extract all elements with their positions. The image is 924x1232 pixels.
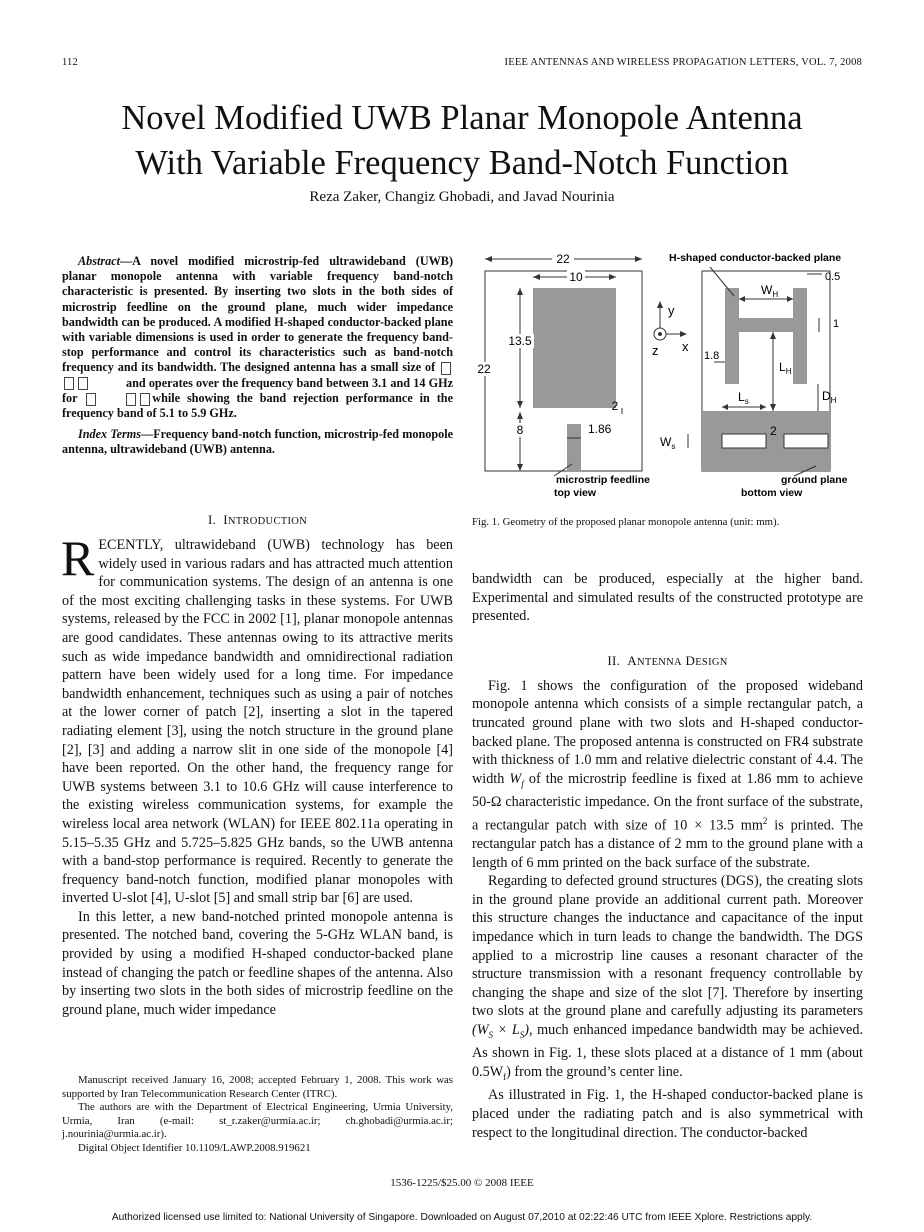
dim-height-22: 22 [477,362,491,376]
ground-slot-right [784,434,828,448]
abstract-text-3: while showing the band rejection performance in the frequency band of 5.1 to 5.9 GHz. [62,390,453,421]
title-line-2: With Variable Frequency Band-Notch Function [135,144,789,182]
antenna-geometry-diagram [472,244,864,506]
section-2-paragraph-1: Fig. 1 shows the configuration of the proposed wideband monopole antenna which consists of a simple rectangular patch, a truncated ground plane with two slots and H-shaped conductor-backed plane. The proposed antenna is constructed on FR4 substrate with thickness of 1.0 mm and relative dielectric constant of 4.4. The width $W_f$ of the microstrip feedline is fixed at 1.86 mm to achieve 50-Ω characteristic impedance. On the front surface of the substrate, a rectangular patch with size of 10 × 13.5 $mm^2$ is printed. The rectangular patch has a distance of 2 mm to the ground plane with a length of 6 mm printed on the back surface of the substrate. [472,677,864,871]
radiating-patch [533,288,616,408]
glyph-placeholder-icon [86,393,96,406]
abstract-text-2: and operates over the frequency band between 3.1 and 14 GHz for [62,375,453,405]
abstract-text-1: —A novel modified microstrip-fed ultrawideband (UWB) planar monopole antenna with variable frequency band-notch characteristic is presented. By inserting two slots in the both sides of microstrip feedline on the ground plane, much wider impedance bandwidth can be produced. A modified H-shaped conductor-backed plane with variable dimensions is used in order to generate the frequency band-stop performance and control its characteristics such as band-notch frequency and its bandwidth. The designed antenna has a small size of [62,254,453,375]
section-1-heading: I. INTRODUCTION [207,512,308,527]
label-microstrip-feedline: microstrip feedline [556,474,650,486]
dim-width-22: 22 [556,252,570,266]
section-2-paragraph-3: As illustrated in Fig. 1, the H-shaped conductor-backed plane is placed under the radiating patch and is also symmetrical with respect to the longitudinal direction. The conductor-backed [472,1087,863,1141]
footnote-1: Manuscript received January 16, 2008; accepted February 1, 2008. This work was supported by Iran Telecommunication Research Center (ITRC). [62,1074,453,1100]
section-1-paragraph-1: RECENTLY, ultrawideband (UWB) technology has been widely used in various radars and has attracted much attention for communication systems. The design of an antenna is one of the most exciting challenging tasks in these systems. For UWB systems, released by the FCC in 2002 [1], planar monopole antennas are good candidates. These antennas owing to its attractive merits such as wide impedance bandwidth and omnidirectional radiation pattern have been widely used for a long time. For impedance bandwidth enhancement, techniques such as using a pair of notches at the lower corner of patch [2], inserting a slot in the tapered radiating element [3], using the notch structure in the ground plane [2], [3] and adding a narrow slit in one side of the monopole [4] have been reported. On the other hand, the frequency range for UWB systems between 3.1 to 10.6 GHz will cause interference to the existing wireless communication systems, for example the wireless local area network (WLAN) for IEEE 802.11a operating in 5.15–5.35 GHz and 5.725–5.825 GHz bands, so the UWB antenna with a band-stop performance is required. Recently to generate the frequency band-notch function, modified planar monopoles with inverted U-slot [4], U-slot [5] and small strip bar [6] are used. [61,530,453,907]
right-column [472,570,863,1142]
dim-height-8: 8 [516,423,524,437]
section-2-paragraph-2: Regarding to defected ground structures (DGS), the creating slots in the ground plane provide an additional current path. Moreover this structure changes the inductance and capacitance of the input impedance which in turn leads to change the bandwidth. The DGS applied to a microstrip line causes a resonant character of the structure transmission with a resonant frequency controllable by changing the shape and size of the slot [7]. Therefore by inserting two slots at the ground plane and carefully adjusting its parameters $(W_S \times L_S)$, much enhanced impedance bandwidth may be achieved. As shown in Fig. 1, these slots placed at a distance of 1 mm (about $0.5W_f$) from the ground’s center line. [472,873,863,1082]
footnotes [62,1074,453,1156]
section-1 [62,512,453,1019]
index-terms-text: —Frequency band-notch function, microstrip-fed monopole antenna, ultrawideband (UWB) antenna. [62,427,453,457]
dim-crossbar-1: 1 [833,318,840,330]
footnote-2: The authors are with the Department of Electrical Engineering, Urmia University, Urmia, Iran (e-mail: st_r.zaker@urmia.ac.ir; ch.ghobadi@urmia.ac.ir; j.nourinia@urmia.ac.ir). [62,1101,453,1141]
copyright-footer: 1536-1225/$25.00 © 2008 IEEE [390,1177,534,1189]
journal-header: IEEE ANTENNAS AND WIRELESS PROPAGATION LETTERS, VOL. 7, 2008 [504,57,862,68]
license-notice: Authorized licensed use limited to: National University of Singapore. Downloaded on August 07,2010 at 02:22:46 UTC from IEEE Xplore. Restrictions apply. [111,1212,813,1223]
dim-height-13-5: 13.5 [508,334,532,348]
h-shape-crossbar [725,318,807,332]
footnote-3: Digital Object Identifier 10.1109/LAWP.2008.919621 [78,1141,311,1154]
axis-x-label: x [682,339,689,354]
dim-dh: $D_H$ [822,389,837,405]
dim-width-10: 10 [569,270,583,284]
dim-gap-2b: 2 [770,424,777,438]
abstract-block [62,254,453,458]
microstrip-feedline-shape [567,424,581,471]
title-line-1: Novel Modified UWB Planar Monopole Antenna [121,99,803,137]
h-shape-right-arm [793,288,807,384]
glyph-placeholder-icon [64,377,74,390]
glyph-placeholder-icon [78,377,88,390]
label-bottom-view: bottom view [741,487,803,499]
paper-title [0,96,924,186]
drop-cap: R [61,530,95,586]
axis-y-label: y [668,303,675,318]
label-h-plane: H-shaped conductor-backed plane [669,252,842,264]
index-terms [62,427,453,457]
dim-arm-1-8: 1.8 [704,350,720,362]
page-number: 112 [62,57,78,68]
dim-gap-2: 2 [611,399,619,413]
section-1-paragraph-2: In this letter, a new band-notched printed monopole antenna is presented. The notched band, covering the 5-GHz WLAN band, is provided by using a modified H-shaped conductor-backed plane instead of changing the patch or feedline shapes of the antenna. Also by inserting two slots in the both sides of microstrip feedline on the ground plane, much wider impedance [62,908,453,1018]
label-top-view: top view [554,487,597,499]
col2-continuation: bandwidth can be produced, especially at the higher band. Experimental and simulated results of the constructed prototype are presented. [472,571,863,625]
index-terms-label: Index Terms [78,427,142,442]
dim-feed-1-86: 1.86 [588,422,612,436]
label-ground-plane: ground plane [781,474,848,486]
ground-slot-left [722,434,766,448]
dim-lh: $L_H$ [779,360,792,376]
figure-1 [472,244,864,506]
glyph-placeholder-icon [126,393,136,406]
dim-wh: $W_H$ [761,283,779,299]
abstract-label: Abstract [78,254,120,268]
glyph-placeholder-icon [441,362,451,375]
h-shape-left-arm [725,288,739,384]
section-2-heading: II. ANTENNA DESIGN [607,652,728,668]
dim-ls: $L_s$ [738,390,749,406]
dim-ws: $W_s$ [660,435,676,451]
abstract [62,254,453,421]
axis-z-label: z [652,343,659,358]
dim-thickness-0-5: 0.5 [825,271,841,283]
figure-caption: Fig. 1. Geometry of the proposed planar monopole antenna (unit: mm). [472,516,780,528]
authors: Reza Zaker, Changiz Ghobadi, and Javad Nourinia [309,189,615,205]
glyph-placeholder-icon [140,393,150,406]
